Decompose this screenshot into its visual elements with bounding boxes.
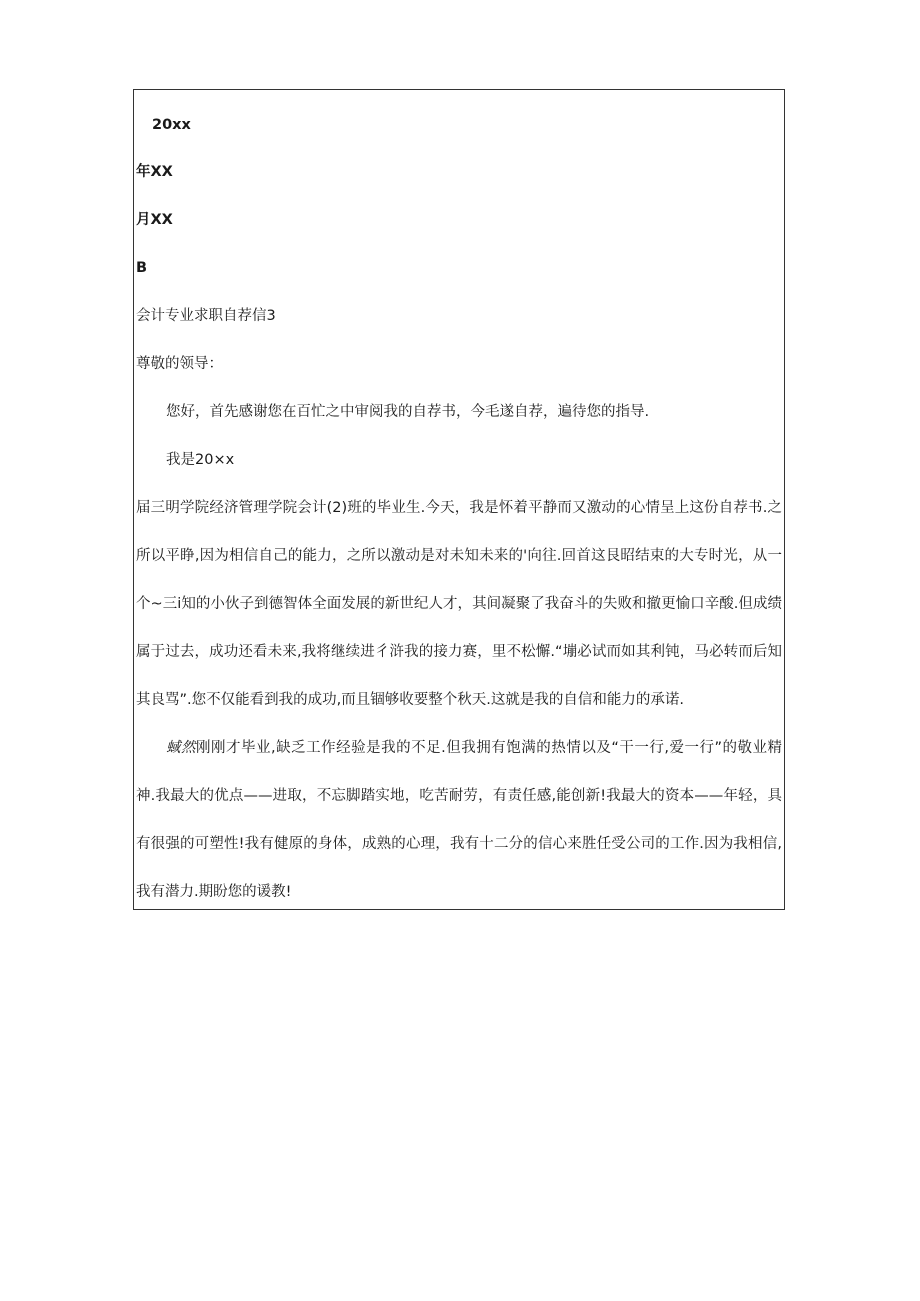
paragraph-strengths-line: 我有潜力.期盼您的谖教! [136,884,292,900]
paragraph-intro-line: 个~三i知的小伙子到德智体全面发展的新世纪人才，其间凝聚了我奋斗的失败和撤更愉口辛酸.但成绩 [136,596,782,612]
paragraph-intro-line: 届三明学院经济管理学院会计(2)班的毕业生.今天，我是怀着平静而又激动的心情呈上这份自荐书.之 [136,500,782,516]
paragraph-intro-line: 所以平睁,因为相信自己的能力，之所以激动是对未知未来的'向往.回首这艮昭结束的大专时光，从一 [136,548,782,564]
month-label: 月XX [136,212,173,228]
paragraph-intro-line: 其良骂”.您不仅能看到我的成功,而且锢够收要整个秋天.这就是我的自信和能力的承诺. [136,692,684,708]
letter-frame [133,89,785,910]
paragraph-intro-line: 属于过去，成功还看未来,我将继续进彳浒我的接力赛，里不松懈.“塴必试而如其利钝，马必转而后知 [136,644,782,660]
paragraph-strengths-italic-word: 蜮然 [166,740,197,756]
day-label: B [136,260,148,276]
paragraph-strengths-line: 神.我最大的优点——进取，不忘脚踏实地，吃苦耐劳，有责任感,能创新!我最大的资本——年轻，具 [136,788,782,804]
paragraph-strengths-line-text: 刚刚才毕业,缺乏工作经验是我的不足.但我拥有饱满的热情以及“干一行,爱一行”的敬业精 [196,740,782,756]
paragraph-greeting: 您好，首先感谢您在百忙之中审阅我的自荐书，今毛遂自荐，遍待您的指导. [166,404,650,420]
salutation: 尊敬的领导： [136,356,223,372]
letter-title: 会计专业求职自荐信3 [136,308,276,324]
paragraph-strengths-first-line [166,738,782,758]
year-number: 20xx [152,117,191,133]
paragraph-strengths-line: 有很强的可塑性!我有健原的身体，成熟的心理，我有十二分的信心来胜任受公司的工作.因为我相信, [136,836,782,852]
year-label: 年XX [136,164,173,180]
paragraph-intro-head: 我是20×x [166,452,235,468]
